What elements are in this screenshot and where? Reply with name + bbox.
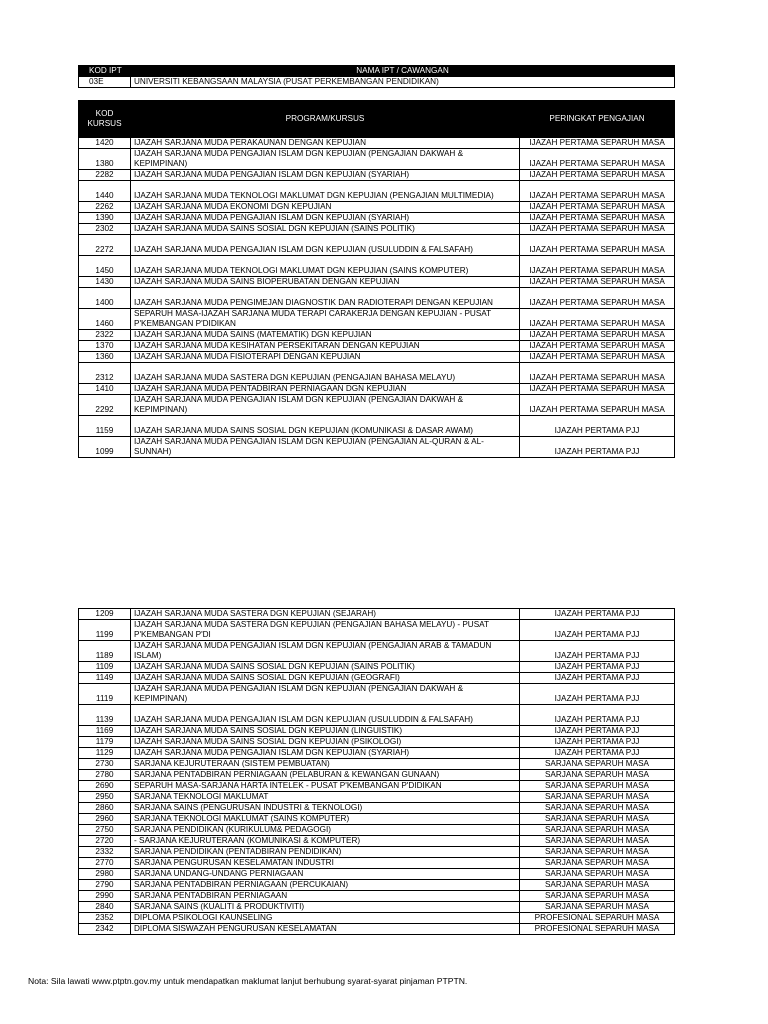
table-row [79, 913, 675, 924]
study-level-cell: SARJANA SEPARUH MASA [520, 803, 675, 814]
program-name-cell: IJAZAH SARJANA MUDA SASTERA DGN KEPUJIAN (PENGAJIAN BAHASA MELAYU) [131, 363, 520, 384]
study-level-cell: IJAZAH PERTAMA SEPARUH MASA [520, 309, 675, 330]
table-row [79, 309, 675, 330]
program-name-cell: SARJANA PENGURUSAN KESELAMATAN INDUSTRI [131, 858, 520, 869]
table-row [79, 277, 675, 288]
table-row [79, 759, 675, 770]
study-level-cell: IJAZAH PERTAMA SEPARUH MASA [520, 363, 675, 384]
course-code-cell: 2950 [79, 792, 131, 803]
study-level-cell: SARJANA SEPARUH MASA [520, 825, 675, 836]
study-level-cell: IJAZAH PERTAMA PJJ [520, 737, 675, 748]
study-level-cell: SARJANA SEPARUH MASA [520, 902, 675, 913]
study-level-cell: SARJANA SEPARUH MASA [520, 814, 675, 825]
course-code-cell: 1430 [79, 277, 131, 288]
table-row [79, 869, 675, 880]
study-level-cell: IJAZAH PERTAMA SEPARUH MASA [520, 202, 675, 213]
study-level-cell: IJAZAH PERTAMA SEPARUH MASA [520, 395, 675, 416]
table-row [79, 836, 675, 847]
table-row [79, 224, 675, 235]
study-level-cell: IJAZAH PERTAMA SEPARUH MASA [520, 213, 675, 224]
institution-name-header: NAMA IPT / CAWANGAN [131, 66, 675, 77]
table-row [79, 620, 675, 641]
study-level-cell: IJAZAH PERTAMA SEPARUH MASA [520, 181, 675, 202]
course-code-cell: 1390 [79, 213, 131, 224]
institution-name: UNIVERSITI KEBANGSAAN MALAYSIA (PUSAT PERKEMBANGAN PENDIDIKAN) [131, 77, 675, 88]
course-code-cell: 1169 [79, 726, 131, 737]
study-level-cell: PROFESIONAL SEPARUH MASA [520, 913, 675, 924]
program-table-2-body [79, 609, 675, 935]
course-code-cell: 2292 [79, 395, 131, 416]
program-name-cell: IJAZAH SARJANA MUDA PENGAJIAN ISLAM DGN KEPUJIAN (PENGAJIAN DAKWAH & KEPIMPINAN) [131, 684, 520, 705]
course-code-cell: 2332 [79, 847, 131, 858]
column-header-level: PERINGKAT PENGAJIAN [520, 101, 675, 138]
study-level-cell: SARJANA SEPARUH MASA [520, 858, 675, 869]
course-code-cell: 1139 [79, 705, 131, 726]
table-row [79, 684, 675, 705]
table-row [79, 609, 675, 620]
program-name-cell: SARJANA KEJURUTERAAN (SISTEM PEMBUATAN) [131, 759, 520, 770]
table-row [79, 891, 675, 902]
program-name-cell: IJAZAH SARJANA MUDA PENGAJIAN ISLAM DGN KEPUJIAN (USULUDDIN & FALSAFAH) [131, 235, 520, 256]
program-name-cell: IJAZAH SARJANA MUDA KESIHATAN PERSEKITARAN DENGAN KEPUJIAN [131, 341, 520, 352]
study-level-cell: IJAZAH PERTAMA SEPARUH MASA [520, 330, 675, 341]
table-row [79, 202, 675, 213]
program-name-cell: SARJANA TEKNOLOGI MAKLUMAT [131, 792, 520, 803]
study-level-cell: SARJANA SEPARUH MASA [520, 869, 675, 880]
program-name-cell: IJAZAH SARJANA MUDA SAINS (MATEMATIK) DGN KEPUJIAN [131, 330, 520, 341]
table-row [79, 138, 675, 149]
course-code-cell: 1189 [79, 641, 131, 662]
program-name-cell: IJAZAH SARJANA MUDA TEKNOLOGI MAKLUMAT DGN KEPUJIAN (PENGAJIAN MULTIMEDIA) [131, 181, 520, 202]
study-level-cell: IJAZAH PERTAMA SEPARUH MASA [520, 170, 675, 181]
program-name-cell: IJAZAH SARJANA MUDA PENGAJIAN ISLAM DGN KEPUJIAN (PENGAJIAN ARAB & TAMADUN ISLAM) [131, 641, 520, 662]
table-row [79, 352, 675, 363]
table-row [79, 792, 675, 803]
program-name-cell: IJAZAH SARJANA MUDA PENGAJIAN ISLAM DGN KEPUJIAN (USULUDDIN & FALSAFAH) [131, 705, 520, 726]
program-name-cell: IJAZAH SARJANA MUDA PENGAJIAN ISLAM DGN KEPUJIAN (SYARIAH) [131, 213, 520, 224]
program-name-cell: SARJANA SAINS (PENGURUSAN INDUSTRI & TEKNOLOGI) [131, 803, 520, 814]
study-level-cell: PROFESIONAL SEPARUH MASA [520, 924, 675, 935]
course-code-cell: 1410 [79, 384, 131, 395]
study-level-cell: IJAZAH PERTAMA PJJ [520, 641, 675, 662]
program-name-cell: IJAZAH SARJANA MUDA SAINS SOSIAL DGN KEPUJIAN (KOMUNIKASI & DASAR AWAM) [131, 416, 520, 437]
study-level-cell: IJAZAH PERTAMA SEPARUH MASA [520, 384, 675, 395]
table-row [79, 673, 675, 684]
study-level-cell: IJAZAH PERTAMA PJJ [520, 705, 675, 726]
study-level-cell: SARJANA SEPARUH MASA [520, 759, 675, 770]
course-code-cell: 1440 [79, 181, 131, 202]
table-row [79, 256, 675, 277]
program-name-cell: IJAZAH SARJANA MUDA TEKNOLOGI MAKLUMAT DGN KEPUJIAN (SAINS KOMPUTER) [131, 256, 520, 277]
course-code-cell: 1360 [79, 352, 131, 363]
course-code-cell: 2690 [79, 781, 131, 792]
course-code-cell: 2750 [79, 825, 131, 836]
program-table-2 [78, 608, 675, 935]
course-code-cell: 2790 [79, 880, 131, 891]
table-row [79, 770, 675, 781]
institution-code: 03E [79, 77, 131, 88]
program-name-cell: IJAZAH SARJANA MUDA PENGIMEJAN DIAGNOSTIK DAN RADIOTERAPI DENGAN KEPUJIAN [131, 288, 520, 309]
program-name-cell: IJAZAH SARJANA MUDA SAINS SOSIAL DGN KEPUJIAN (LINGUISTIK) [131, 726, 520, 737]
table-row [79, 662, 675, 673]
study-level-cell: IJAZAH PERTAMA PJJ [520, 748, 675, 759]
program-name-cell: SEPARUH MASA-IJAZAH SARJANA MUDA TERAPI CARAKERJA DENGAN KEPUJIAN - PUSAT P'KEMBANGAN P'DIDIKAN [131, 309, 520, 330]
course-code-cell: 1179 [79, 737, 131, 748]
course-code-cell: 1460 [79, 309, 131, 330]
study-level-cell: IJAZAH PERTAMA SEPARUH MASA [520, 235, 675, 256]
table-header-row [79, 101, 675, 138]
institution-code-header: KOD IPT [79, 66, 131, 77]
table-row [79, 288, 675, 309]
program-name-cell: IJAZAH SARJANA MUDA PENGAJIAN ISLAM DGN KEPUJIAN (PENGAJIAN AL-QURAN & AL-SUNNAH) [131, 437, 520, 458]
course-code-cell: 2342 [79, 924, 131, 935]
program-name-cell: SEPARUH MASA-SARJANA HARTA INTELEK - PUSAT P'KEMBANGAN P'DIDIKAN [131, 781, 520, 792]
course-code-cell: 2770 [79, 858, 131, 869]
course-code-cell: 2960 [79, 814, 131, 825]
program-name-cell: IJAZAH SARJANA MUDA PENTADBIRAN PERNIAGAAN DGN KEPUJIAN [131, 384, 520, 395]
course-code-cell: 1450 [79, 256, 131, 277]
table-row [79, 170, 675, 181]
program-name-cell: IJAZAH SARJANA MUDA FISIOTERAPI DENGAN KEPUJIAN [131, 352, 520, 363]
study-level-cell: IJAZAH PERTAMA PJJ [520, 620, 675, 641]
course-code-cell: 1370 [79, 341, 131, 352]
study-level-cell: IJAZAH PERTAMA PJJ [520, 684, 675, 705]
study-level-cell: IJAZAH PERTAMA PJJ [520, 662, 675, 673]
course-code-cell: 2262 [79, 202, 131, 213]
program-name-cell: SARJANA PENDIDIKAN (KURIKULUM& PEDAGOGI) [131, 825, 520, 836]
program-name-cell: - SARJANA KEJURUTERAAN (KOMUNIKASI & KOMPUTER) [131, 836, 520, 847]
course-code-cell: 1149 [79, 673, 131, 684]
program-name-cell: IJAZAH SARJANA MUDA EKONOMI DGN KEPUJIAN [131, 202, 520, 213]
program-name-cell: SARJANA UNDANG-UNDANG PERNIAGAAN [131, 869, 520, 880]
column-header-code: KOD KURSUS [79, 101, 131, 138]
table-row [79, 880, 675, 891]
course-code-cell: 1420 [79, 138, 131, 149]
program-name-cell: SARJANA PENTADBIRAN PERNIAGAAN (PERCUKAIAN) [131, 880, 520, 891]
program-name-cell: IJAZAH SARJANA MUDA SASTERA DGN KEPUJIAN (SEJARAH) [131, 609, 520, 620]
course-code-cell: 1159 [79, 416, 131, 437]
study-level-cell: IJAZAH PERTAMA SEPARUH MASA [520, 138, 675, 149]
course-code-cell: 1209 [79, 609, 131, 620]
program-name-cell: DIPLOMA PSIKOLOGI KAUNSELING [131, 913, 520, 924]
table-row [79, 726, 675, 737]
study-level-cell: IJAZAH PERTAMA SEPARUH MASA [520, 352, 675, 363]
table-row [79, 437, 675, 458]
course-code-cell: 2272 [79, 235, 131, 256]
study-level-cell: IJAZAH PERTAMA PJJ [520, 609, 675, 620]
table-row [79, 803, 675, 814]
table-row [79, 781, 675, 792]
study-level-cell: SARJANA SEPARUH MASA [520, 781, 675, 792]
table-row [79, 213, 675, 224]
table-row [79, 330, 675, 341]
course-code-cell: 2840 [79, 902, 131, 913]
program-name-cell: DIPLOMA SISWAZAH PENGURUSAN KESELAMATAN [131, 924, 520, 935]
program-table-1-body [79, 101, 675, 458]
program-name-cell: SARJANA SAINS (KUALITI & PRODUKTIVITI) [131, 902, 520, 913]
table-row [79, 858, 675, 869]
study-level-cell: IJAZAH PERTAMA PJJ [520, 726, 675, 737]
course-code-cell: 2860 [79, 803, 131, 814]
study-level-cell: SARJANA SEPARUH MASA [520, 792, 675, 803]
table-row [79, 363, 675, 384]
table-row [79, 416, 675, 437]
table-row [79, 902, 675, 913]
column-header-program: PROGRAM/KURSUS [131, 101, 520, 138]
course-code-cell: 2312 [79, 363, 131, 384]
course-code-cell: 1380 [79, 149, 131, 170]
program-name-cell: IJAZAH SARJANA MUDA SAINS SOSIAL DGN KEPUJIAN (GEOGRAFI) [131, 673, 520, 684]
study-level-cell: SARJANA SEPARUH MASA [520, 770, 675, 781]
course-code-cell: 2302 [79, 224, 131, 235]
footer-note: Nota: Sila lawati www.ptptn.gov.my untuk mendapatkan maklumat lanjut berhubung syarat-syarat pinjaman PTPTN. [28, 976, 468, 986]
study-level-cell: IJAZAH PERTAMA PJJ [520, 437, 675, 458]
table-row [79, 641, 675, 662]
course-code-cell: 1400 [79, 288, 131, 309]
table-row [79, 149, 675, 170]
program-name-cell: IJAZAH SARJANA MUDA SAINS SOSIAL DGN KEPUJIAN (PSIKOLOGI) [131, 737, 520, 748]
study-level-cell: SARJANA SEPARUH MASA [520, 847, 675, 858]
study-level-cell: IJAZAH PERTAMA SEPARUH MASA [520, 224, 675, 235]
table-row [79, 384, 675, 395]
course-code-cell: 1099 [79, 437, 131, 458]
table-row [79, 924, 675, 935]
table-row [79, 395, 675, 416]
program-name-cell: IJAZAH SARJANA MUDA SASTERA DGN KEPUJIAN (PENGAJIAN BAHASA MELAYU) - PUSAT P'KEMBANGAN P'DI [131, 620, 520, 641]
course-code-cell: 1109 [79, 662, 131, 673]
study-level-cell: IJAZAH PERTAMA SEPARUH MASA [520, 149, 675, 170]
course-code-cell: 2780 [79, 770, 131, 781]
course-code-cell: 2730 [79, 759, 131, 770]
course-code-cell: 2352 [79, 913, 131, 924]
course-code-cell: 2282 [79, 170, 131, 181]
program-table-1 [78, 100, 675, 458]
program-name-cell: IJAZAH SARJANA MUDA PENGAJIAN ISLAM DGN KEPUJIAN (PENGAJIAN DAKWAH & KEPIMPINAN) [131, 395, 520, 416]
program-name-cell: IJAZAH SARJANA MUDA PERAKAUNAN DENGAN KEPUJIAN [131, 138, 520, 149]
study-level-cell: SARJANA SEPARUH MASA [520, 836, 675, 847]
table-row [79, 847, 675, 858]
program-name-cell: SARJANA PENTADBIRAN PERNIAGAAN (PELABURAN & KEWANGAN GUNAAN) [131, 770, 520, 781]
table-row [79, 235, 675, 256]
table-row [79, 748, 675, 759]
program-name-cell: IJAZAH SARJANA MUDA SAINS SOSIAL DGN KEPUJIAN (SAINS POLITIK) [131, 662, 520, 673]
study-level-cell: IJAZAH PERTAMA SEPARUH MASA [520, 341, 675, 352]
program-name-cell: IJAZAH SARJANA MUDA PENGAJIAN ISLAM DGN KEPUJIAN (PENGAJIAN DAKWAH & KEPIMPINAN) [131, 149, 520, 170]
institution-table [78, 65, 675, 88]
study-level-cell: IJAZAH PERTAMA SEPARUH MASA [520, 256, 675, 277]
table-row [79, 737, 675, 748]
course-code-cell: 2322 [79, 330, 131, 341]
course-code-cell: 1199 [79, 620, 131, 641]
course-code-cell: 2990 [79, 891, 131, 902]
course-code-cell: 1129 [79, 748, 131, 759]
program-name-cell: IJAZAH SARJANA MUDA PENGAJIAN ISLAM DGN KEPUJIAN (SYARIAH) [131, 170, 520, 181]
table-row [79, 814, 675, 825]
table-row [79, 341, 675, 352]
table-row [79, 181, 675, 202]
program-name-cell: IJAZAH SARJANA MUDA SAINS SOSIAL DGN KEPUJIAN (SAINS POLITIK) [131, 224, 520, 235]
course-code-cell: 2980 [79, 869, 131, 880]
study-level-cell: IJAZAH PERTAMA PJJ [520, 416, 675, 437]
course-code-cell: 2720 [79, 836, 131, 847]
program-name-cell: IJAZAH SARJANA MUDA PENGAJIAN ISLAM DGN KEPUJIAN (SYARIAH) [131, 748, 520, 759]
course-code-cell: 1119 [79, 684, 131, 705]
program-name-cell: IJAZAH SARJANA MUDA SAINS BIOPERUBATAN DENGAN KEPUJIAN [131, 277, 520, 288]
study-level-cell: IJAZAH PERTAMA PJJ [520, 673, 675, 684]
table-row [79, 705, 675, 726]
study-level-cell: IJAZAH PERTAMA SEPARUH MASA [520, 288, 675, 309]
study-level-cell: SARJANA SEPARUH MASA [520, 880, 675, 891]
program-name-cell: SARJANA PENTADBIRAN PERNIAGAAN [131, 891, 520, 902]
study-level-cell: IJAZAH PERTAMA SEPARUH MASA [520, 277, 675, 288]
table-row [79, 825, 675, 836]
program-name-cell: SARJANA PENDIDIKAN (PENTADBIRAN PENDIDIKAN) [131, 847, 520, 858]
study-level-cell: SARJANA SEPARUH MASA [520, 891, 675, 902]
program-name-cell: SARJANA TEKNOLOGI MAKLUMAT (SAINS KOMPUTER) [131, 814, 520, 825]
